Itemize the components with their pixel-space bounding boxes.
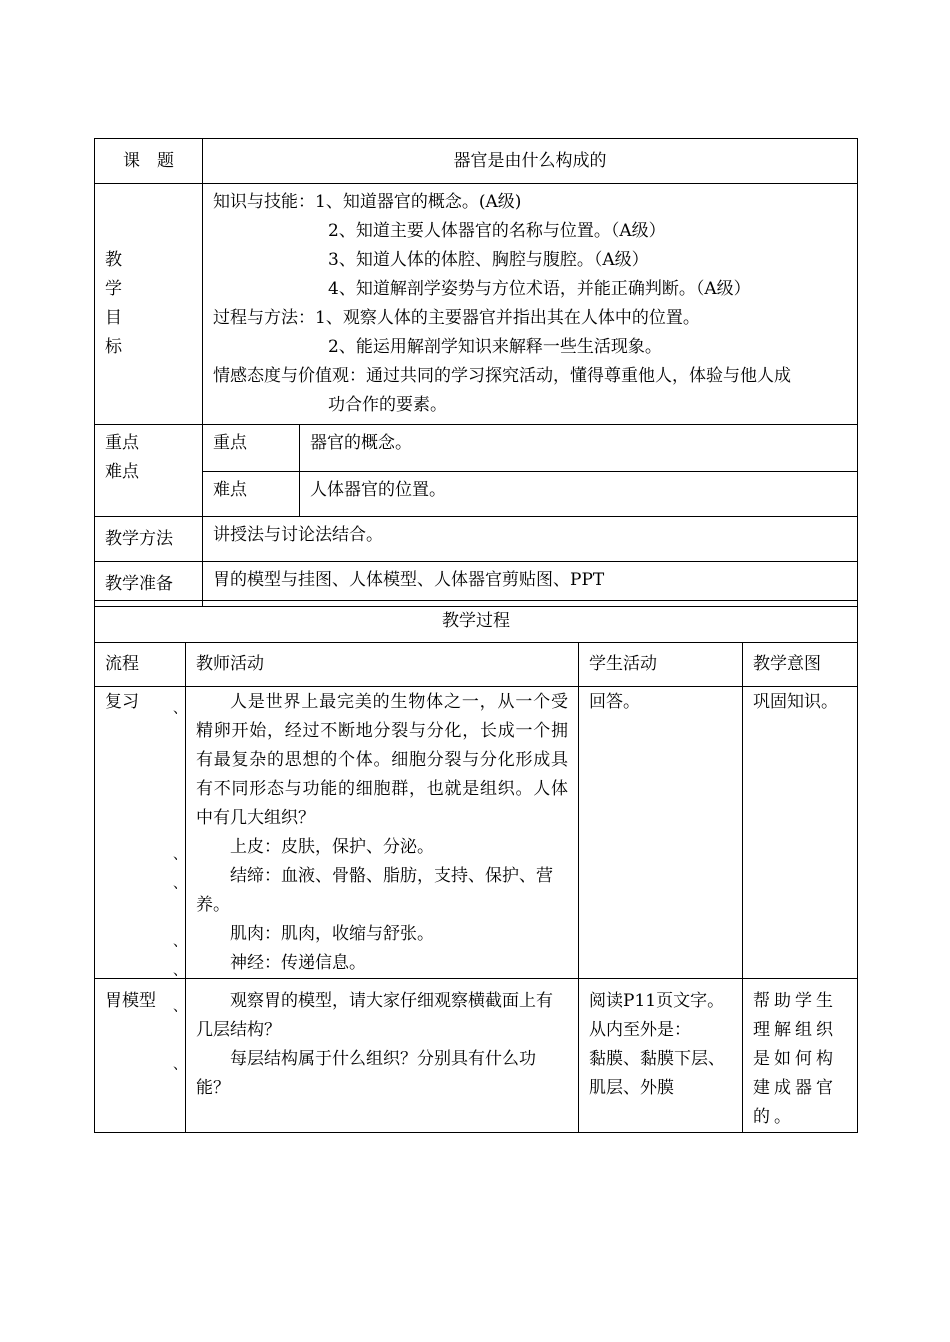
list-mark: 、 <box>173 934 187 950</box>
keypoints-label-line: 重点 <box>105 433 139 453</box>
key-point-value: 器官的概念。 <box>300 425 858 472</box>
student-activity <box>579 687 743 979</box>
difficult-point-row <box>95 472 858 517</box>
column-header: 学生活动 <box>579 643 743 687</box>
student-line: 回答。 <box>589 692 640 712</box>
objectives-row <box>95 184 858 425</box>
method-row <box>95 517 858 562</box>
method-label: 教学方法 <box>95 517 203 562</box>
list-mark: 、 <box>173 847 187 863</box>
objective-line: 过程与方法：1、观察人体的主要器官并指出其在人体中的位置。 <box>213 308 700 328</box>
objective-line: 3、知道人体的体腔、胸腔与腹腔。（A级） <box>328 250 649 270</box>
prep-value: 胃的模型与挂图、人体模型、人体器官剪贴图、PPT <box>203 562 858 607</box>
title-row <box>95 139 858 184</box>
objectives-label-char: 标 <box>105 337 122 357</box>
process-title-row <box>95 601 858 643</box>
column-header: 教学意图 <box>743 643 858 687</box>
student-line: 肌层、外膜 <box>589 1078 674 1098</box>
teaching-process-table <box>94 600 857 1133</box>
key-point-label: 重点 <box>203 425 300 472</box>
column-header: 流程 <box>95 643 186 687</box>
teacher-paragraph: 观察胃的模型，请大家仔细观察横截面上有几层结构？ <box>196 991 553 1040</box>
teaching-intent: 巩固知识。 <box>743 687 858 979</box>
objectives-content <box>203 184 858 425</box>
table-row <box>95 687 858 979</box>
teacher-paragraph: 结缔：血液、骨骼、脂肪，支持、保护、营养。 <box>196 866 553 915</box>
title-label: 课 题 <box>95 139 203 184</box>
stage-label: 复习 <box>105 692 139 712</box>
teacher-activity <box>186 687 579 979</box>
objective-line: 4、知道解剖学姿势与方位术语，并能正确判断。（A级） <box>328 279 751 299</box>
teacher-paragraph: 每层结构属于什么组织？分别具有什么功能？ <box>196 1049 536 1098</box>
list-mark: 、 <box>173 701 187 717</box>
keypoints-label-line: 难点 <box>105 462 139 482</box>
teacher-paragraph: 肌肉：肌肉，收缩与舒张。 <box>230 924 434 944</box>
teacher-activity <box>186 979 579 1133</box>
list-mark: 、 <box>173 963 187 979</box>
process-title: 教学过程 <box>95 601 858 643</box>
stage-cell <box>95 979 186 1133</box>
stage-label: 胃模型 <box>105 991 156 1011</box>
teacher-paragraph: 人是世界上最完美的生物体之一，从一个受精卵开始，经过不断地分裂与分化，长成一个拥有最复杂的思想的个体。细胞分裂与分化形成具有不同形态与功能的细胞群，也就是组织。人体中有几大组织？ <box>196 692 568 828</box>
student-activity <box>579 979 743 1133</box>
column-header: 教师活动 <box>186 643 579 687</box>
difficult-point-label: 难点 <box>203 472 300 517</box>
lesson-info-table <box>94 138 857 607</box>
objective-line: 知识与技能：1、知道器官的概念。(A级) <box>213 192 522 212</box>
objective-line: 2、能运用解剖学知识来解释一些生活现象。 <box>328 337 662 357</box>
stage-cell <box>95 687 186 979</box>
difficult-point-value: 人体器官的位置。 <box>300 472 858 517</box>
objective-line: 情感态度与价值观：通过共同的学习探究活动，懂得尊重他人，体验与他人成 <box>213 366 791 386</box>
keypoints-label <box>95 425 203 517</box>
process-header-row <box>95 643 858 687</box>
objectives-label <box>95 184 203 425</box>
teacher-paragraph: 上皮：皮肤，保护、分泌。 <box>230 837 434 857</box>
teaching-intent: 帮助学生理解组织是如何构建成器官的。 <box>743 979 858 1133</box>
objectives-label-char: 学 <box>105 279 122 299</box>
student-line: 黏膜、黏膜下层、 <box>589 1049 725 1069</box>
objectives-label-char: 教 <box>105 250 122 270</box>
objective-line: 2、知道主要人体器官的名称与位置。（A级） <box>328 221 666 241</box>
method-value: 讲授法与讨论法结合。 <box>203 517 858 562</box>
list-mark: 、 <box>173 999 187 1015</box>
lesson-title: 器官是由什么构成的 <box>203 139 858 184</box>
list-mark: 、 <box>173 1057 187 1073</box>
objectives-label-char: 目 <box>105 308 122 328</box>
key-point-row <box>95 425 858 472</box>
teacher-paragraph: 神经：传递信息。 <box>230 953 366 973</box>
table-row <box>95 979 858 1133</box>
student-line: 阅读P11页文字。 <box>589 991 725 1011</box>
objective-line: 功合作的要素。 <box>328 395 447 415</box>
student-line: 从内至外是： <box>589 1020 691 1040</box>
list-mark: 、 <box>173 876 187 892</box>
prep-label: 教学准备 <box>95 562 203 607</box>
